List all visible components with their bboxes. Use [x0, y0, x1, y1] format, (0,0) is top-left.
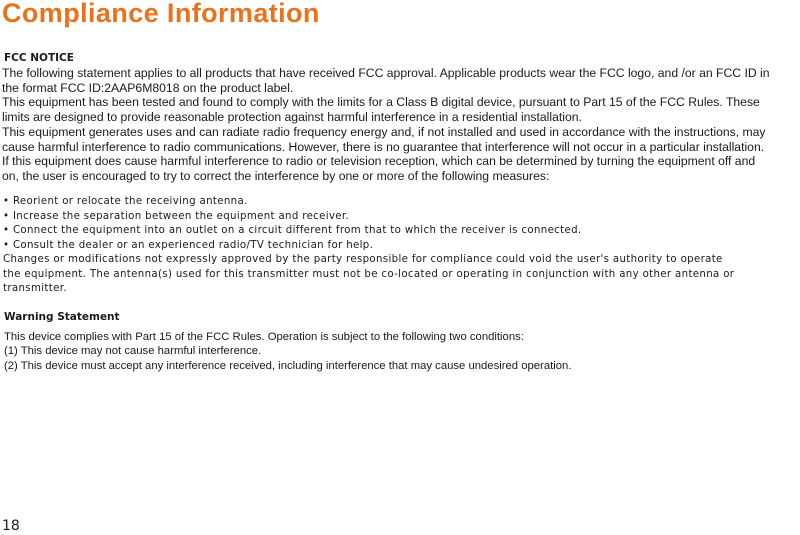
changes-notice-line: the equipment. The antenna(s) used for this transmitter must not be co-located or operating in conjunction with any other antenna or [3, 268, 735, 280]
fcc-notice-line: on, the user is encouraged to try to correct the interference by one or more of the following measures: [2, 168, 550, 183]
warning-line: (2) This device must accept any interference received, including interference that may cause undesired operation. [4, 359, 572, 372]
measure-item: • Increase the separation between the equipment and receiver. [3, 210, 800, 225]
fcc-notice-line: cause harmful interference to radio communications. However, there is no guarantee that interference will not occur in a particular installation. [2, 139, 765, 154]
page-title: Compliance Information [2, 0, 320, 28]
warning-line: (1) This device may not cause harmful interference. [4, 345, 262, 358]
warning-statement-body [4, 330, 800, 373]
changes-notice-line: Changes or modifications not expressly approved by the party responsible for compliance could void the user's authority to operate [3, 254, 723, 265]
fcc-notice-line: This equipment has been tested and found to comply with the limits for a Class B digital device, pursuant to Part 15 of the FCC Rules. These [2, 95, 760, 110]
measure-item: • Consult the dealer or an experienced radio/TV technician for help. [3, 239, 800, 254]
warning-statement-heading: Warning Statement [4, 311, 120, 323]
fcc-notice-heading: FCC NOTICE [4, 52, 74, 64]
page-number: 18 [2, 518, 20, 534]
fcc-notice-body [2, 66, 800, 184]
fcc-notice-line: This equipment generates uses and can radiate radio frequency energy and, if not installed and used in accordance with the instructions, may [2, 124, 766, 139]
measures-list [3, 195, 800, 253]
fcc-notice-line: If this equipment does cause harmful interference to radio or television reception, which can be determined by turning the equipment off and [2, 154, 756, 169]
fcc-notice-line: limits are designed to provide reasonable protection against harmful interference in a residential installation. [2, 110, 582, 125]
fcc-notice-line: The following statement applies to all products that have received FCC approval. Applicable products wear the FCC logo, and /or an FCC ID in [2, 66, 770, 80]
changes-notice-line: transmitter. [3, 283, 67, 294]
measure-item: • Connect the equipment into an outlet on a circuit different from that to which the receiver is connected. [3, 224, 800, 239]
interference-measures [3, 195, 800, 297]
fcc-notice-line: the format FCC ID:2AAP6M8018 on the product label. [2, 80, 294, 95]
warning-line: This device complies with Part 15 of the FCC Rules. Operation is subject to the following two conditions: [4, 331, 524, 343]
measure-item: • Reorient or relocate the receiving antenna. [3, 195, 800, 210]
